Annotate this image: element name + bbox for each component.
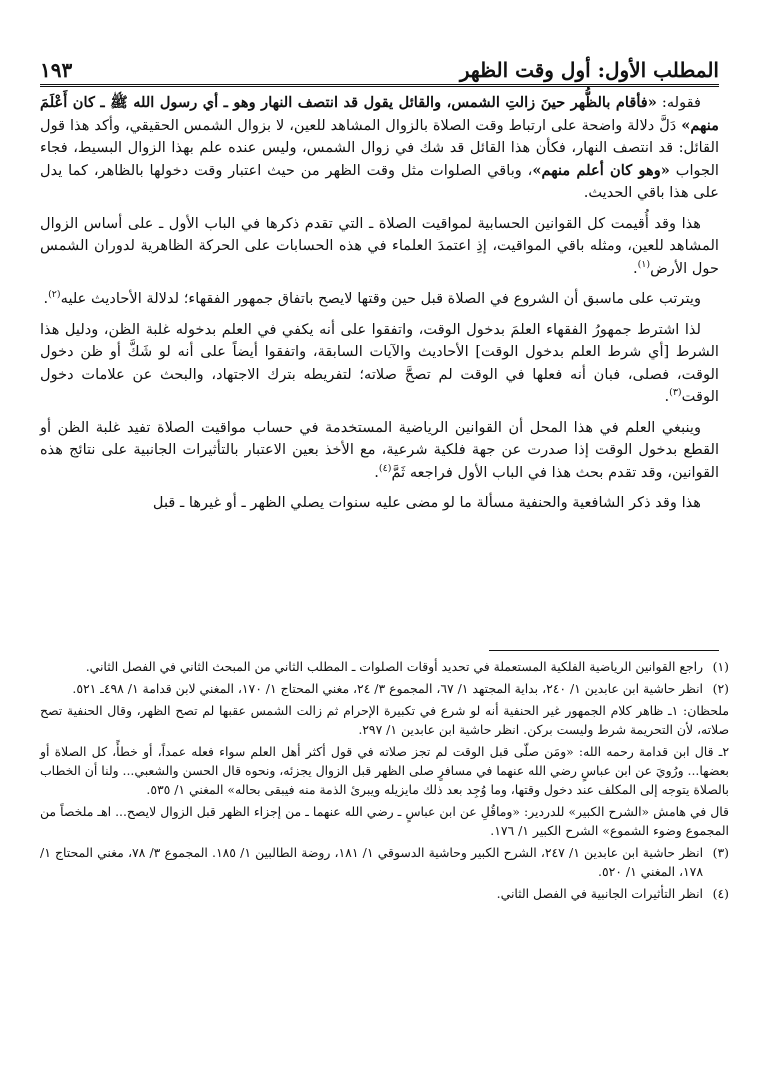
- footnote-2-note-2: ٢ـ قال ابن قدامة رحمه الله: «ومَن صلّى قبل الوقت لم تجز صلاته في قول أكثر أهل العلم سواء فعله عمداً، أو خطأً، كل الصلاة أو بعضها... ورُويَ عن ابن عباسٍ رضي الله عنهما في مسافرٍ صلى الظهر قبل الزوال يجزئه، ونحوه قال الحسن والشعبي... ولنا أن الخطاب بالصلاة يتوجه إلى المكلف عند دخول وقتها، وما وُجِد بعد ذلك مايزيله ويبرئ الذمة منه فيبقى بحاله» المغني ١/ ٥٣٥.: [40, 744, 729, 797]
- footnote-1-text: راجع القوانين الرياضية الفلكية المستعملة في تحديد أوقات الصلوات ـ المطلب الثاني من المبحث الثاني في الفصل الثاني.: [85, 659, 703, 674]
- p2-text: هذا وقد أُقيمت كل القوانين الحسابية لمواقيت الصلاة ـ التي تقدم ذكرها في الباب الأول ـ على أساس الزوال المشاهد للعين، ومثله باقي المواقيت، إذِ اعتمدَ العلماء في هذه الحسابات على الحركة الظاهرية لدوران الشمس حول الأرض: [40, 214, 719, 277]
- paragraph-4: [40, 319, 719, 409]
- footnote-4-number: (٤): [712, 886, 729, 901]
- footnote-1-number: (١): [712, 659, 729, 674]
- running-header: [40, 42, 719, 86]
- footnote-ref-1[interactable]: (١): [637, 258, 651, 270]
- p1-hadith-quote: «فأقام بالظُّهر حينَ زالتِ الشمس، والقائل يقول قد انتصف النهار وهو ـ أي رسول الله ﷺ ـ كان أَعْلَمَ منهم»: [40, 94, 719, 134]
- p3-end: .: [43, 290, 49, 307]
- footnote-ref-4[interactable]: (٤): [378, 462, 392, 474]
- p2-end: .: [632, 259, 638, 277]
- p1-text: دَلَّ دلالة واضحة على ارتباط وقت الصلاة بالزوال المشاهد للعين، لا بزوال الشمس الحقيقي، وأكد هذا قول القائل: قد انتصف النهار، فكأن هذا القائل قد شك في زوال الشمس، وليس عنده علم بهذا الزوال البسيط، فجاء الجواب: [40, 116, 719, 179]
- p1-prefix: فقوله:: [656, 94, 701, 111]
- footnote-4: [40, 884, 729, 903]
- footnote-2-note-1: ملحظان: ١ـ ظاهر كلام الجمهور غير الحنفية أنه لو شرع في تكبيرة الإحرام ثم زالت الشمس عقبها لم تصح الظهر، وقال الحنفية تصح صلاته، لأن التحريمة شرط وليست بركن. انظر حاشية ابن عابدين ١/ ٢٩٧.: [40, 703, 730, 737]
- footnote-2: [40, 679, 729, 698]
- paragraph-5: [40, 417, 719, 485]
- p4-text: لذا اشترط جمهورُ الفقهاء العلمَ بدخول الوقت، واتفقوا على أنه يكفي في العلم بدخوله غلبة الظن، ودليل هذا الشرط [أي شرط العلم بدخول الوقت] الأحاديث والآيات السابقة، واتفقوا أيضاً على أنه لو شَكَّ أو ظن دخول الوقت، فصلى، فبان أنه فعلها في الوقت لم تصحَّ صلاته؛ لتفريطه بترك الاجتهاد، والبحث عن علامات دخول الوقت: [40, 320, 719, 405]
- footnote-1: [40, 657, 729, 676]
- p6-text: هذا وقد ذكر الشافعية والحنفية مسألة ما لو مضى عليه سنوات يصلي الظهر ـ أو غيرها ـ قبل: [152, 494, 701, 511]
- footnote-divider: [489, 650, 719, 651]
- footnote-ref-3[interactable]: (٣): [669, 387, 682, 399]
- page-number: ١٩٣: [40, 58, 73, 82]
- footnote-3-number: (٣): [712, 845, 729, 860]
- footnote-ref-2[interactable]: (٢): [48, 289, 61, 301]
- footnote-3: [40, 843, 729, 881]
- footnote-3-text: انظر حاشية ابن عابدين ١/ ٢٤٧، الشرح الكبير وحاشية الدسوقي ١/ ١٨١، روضة الطالبين ١/ ١٨٥. المجموع ٣/ ٧٨، مغني المحتاج ١/ ١٧٨، المغني ١/ ٥٢٠.: [40, 845, 704, 879]
- footnote-2-number: (٢): [712, 681, 729, 696]
- p1-end: ، وباقي الصلوات مثل وقت الظهر من حيث اعتبار وقت دخولها بالظاهر، كما يدل على هذا باقي الحديث.: [40, 161, 719, 201]
- header-divider: [40, 84, 719, 87]
- paragraph-2: [40, 213, 719, 281]
- footnote-4-text: انظر التأثيرات الجانبية في الفصل الثاني.: [496, 886, 703, 901]
- footnotes: [40, 657, 729, 906]
- paragraph-3: [40, 288, 719, 311]
- header-title: المطلب الأول: أول وقت الظهر: [459, 58, 719, 82]
- footnote-2-text: انظر حاشية ابن عابدين ١/ ٢٤٠، بداية المجتهد ١/ ٦٧، المجموع ٣/ ٢٤، مغني المحتاج ١/ ١٧٠، المغني لابن قدامة ١/ ٤٩٨ـ ٥٢١.: [72, 681, 703, 696]
- footnote-2-note-3: قال في هامش «الشرح الكبير» للدردير: «وماقُلِ عن ابن عباسٍ ـ رضي الله عنهما ـ من إجزاء الظهر قبل الزوال لايصح... اهـ ملخصاً من المجموع وضوء الشموع» الشرح الكبير ١/ ١٧٦.: [40, 804, 729, 838]
- p1-hadith-quote-2: «وهو كان أعلم منهم»: [532, 161, 670, 179]
- p3-text: ويترتب على ماسبق أن الشروع في الصلاة قبل حين وقتها لايصح باتفاق جمهور الفقهاء؛ لدلالة الأحاديث عليه: [60, 290, 701, 307]
- paragraph-6: [40, 492, 719, 515]
- p4-end: .: [664, 388, 670, 405]
- p5-end: .: [374, 463, 379, 481]
- p5-text: وينبغي العلم في هذا المحل أن القوانين الرياضية المستخدمة في حساب مواقيت الصلاة تفيد غلبة الظن أو القطع بدخول الوقت إذا صدرت عن جهة فلكية شرعية، مع الأخذ بعين الاعتبار بالتأثيرات الجانبية على نتائج هذه القوانين، وقد تقدم بحث هذا في الباب الأول فراجعه ثَمَّ: [40, 418, 719, 481]
- main-text: [40, 92, 719, 523]
- paragraph-1: [40, 92, 719, 205]
